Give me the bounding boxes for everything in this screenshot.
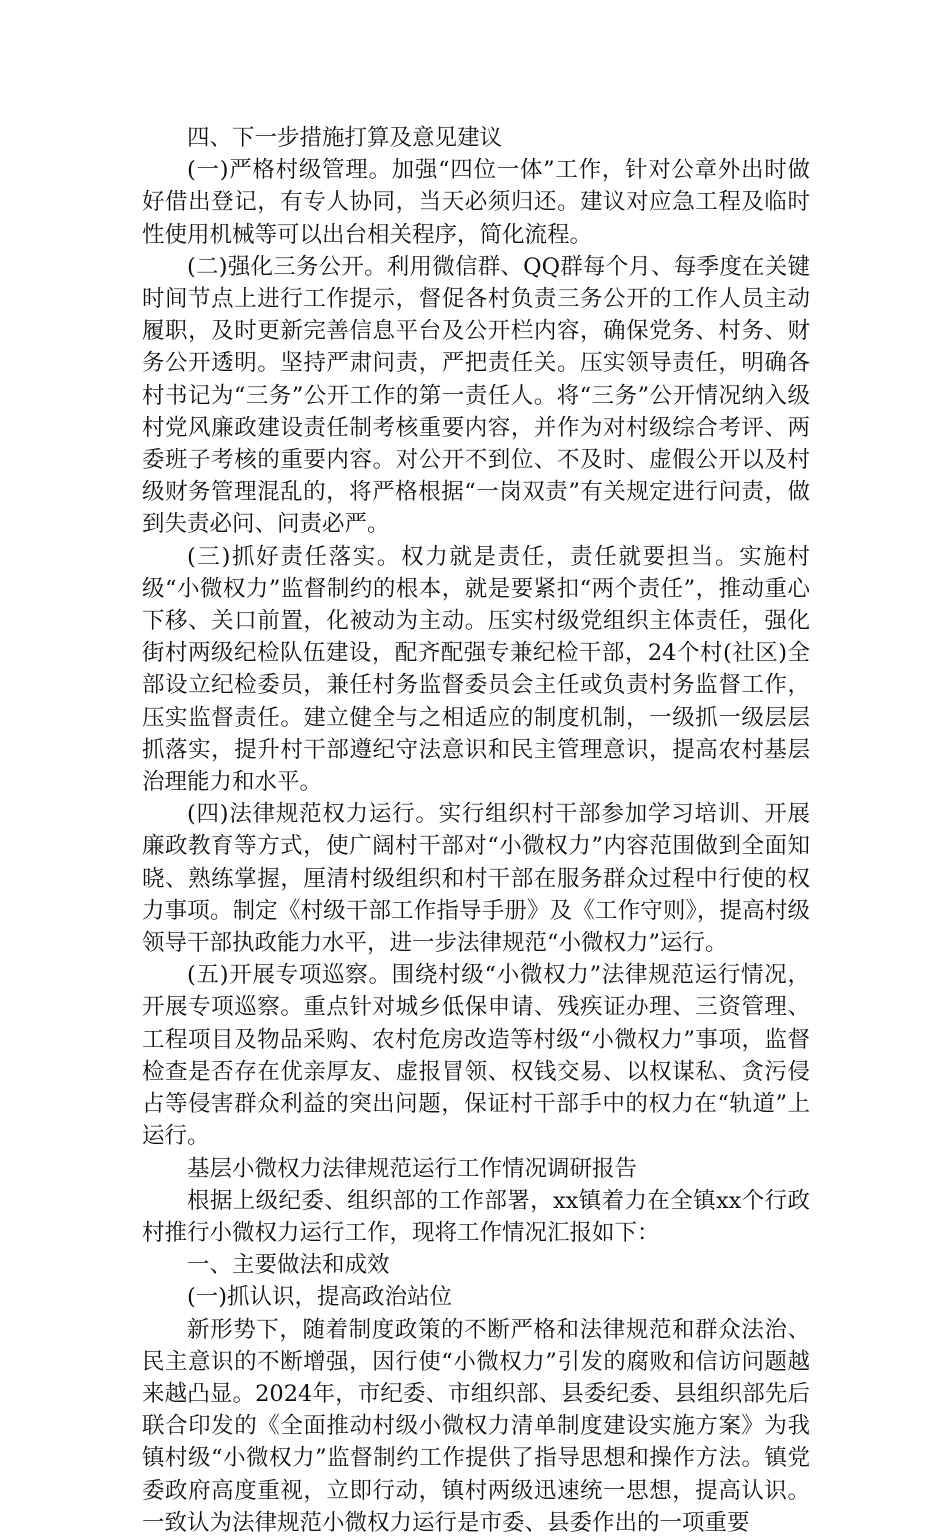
report-title: 基层小微权力法律规范运行工作情况调研报告	[187, 1155, 638, 1182]
section-heading-next-steps: 四、下一步措施打算及意见建议	[187, 125, 503, 151]
paragraph-three-affairs-openness: (二)强化三务公开。利用微信群、QQ群每个月、每季度在关键时间节点上进行工作提示，督促各村负责三务公开的工作人员主动履职，及时更新完善信息平台及公开栏内容，确保党务、村务、财务公开透明。坚持严肃问责，严把责任关。压实领导责任，明确各村书记为“三务”公开工作的第一责任人。将“三务”公开情况纳入级村党风廉政建设责任制考核重要内容，并作为对村级综合考评、两委班子考核的重要内容。对公开不到位、不及时、虚假公开以及村级财务管理混乱的，将严格根据“一岗双责”有关规定进行问责，做到失责必问、问责必严。	[142, 253, 810, 538]
paragraph-responsibility-implementation: (三)抓好责任落实。权力就是责任，责任就要担当。实施村级“小微权力”监督制约的根本，就是要紧扣“两个责任”，推动重心下移、关口前置，化被动为主动。压实村级党组织主体责任，强化街村两级纪检队伍建设，配齐配强专兼纪检干部，24个村(社区)全部设立纪检委员，兼任村务监督委员会主任或负责村务监督工作，压实监督责任。建立健全与之相适应的制度机制，一级抓一级层层抓落实，提升村干部遵纪守法意识和民主管理意识，提高农村基层治理能力和水平。	[142, 543, 810, 796]
paragraph-new-situation: 新形势下，随着制度政策的不断严格和法律规范和群众法治、民主意识的不断增强，因行使“小微权力”引发的腐败和信访问题越来越凸显。2024年，市纪委、市组织部、县委纪委、县组织部先后联合印发的《全面推动村级小微权力清单制度建设实施方案》为我镇村级“小微权力”监督制约工作提供了指导思想和操作方法。镇党委政府高度重视，立即行动，镇村两级迅速统一思想，提高认识。一致认为法律规范小微权力运行是市委、县委作出的一项重要	[142, 1316, 810, 1536]
document-body	[142, 122, 810, 1539]
paragraph-special-inspection: (五)开展专项巡察。围绕村级“小微权力”法律规范运行情况，开展专项巡察。重点针对城乡低保申请、残疾证办理、三资管理、工程项目及物品采购、农村危房改造等村级“小微权力”事项，监督检查是否存在优亲厚友、虚报冒领、权钱交易、以权谋私、贪污侵占等侵害群众利益的突出问题，保证村干部手中的权力在“轨道”上运行。	[142, 962, 810, 1150]
paragraph-strict-village-management: (一)严格村级管理。加强“四位一体”工作，针对公章外出时做好借出登记，有专人协同，当天必须归还。建议对应急工程及临时性使用机械等可以出台相关程序，简化流程。	[142, 157, 810, 248]
section-heading-main-practices: 一、主要做法和成效	[187, 1252, 390, 1279]
subheading-awareness: (一)抓认识，提高政治站位	[187, 1284, 453, 1311]
paragraph-intro: 根据上级纪委、组织部的工作部署，xx镇着力在全镇xx个行政村推行小微权力运行工作，现将工作情况汇报如下：	[142, 1187, 810, 1246]
paragraph-legal-power-operation: (四)法律规范权力运行。实行组织村干部参加学习培训、开展廉政教育等方式，使广阔村干部对“小微权力”内容范围做到全面知晓、熟练掌握，厘清村级组织和村干部在服务群众过程中行使的权力事项。制定《村级干部工作指导手册》及《工作守则》，提高村级领导干部执政能力水平，进一步法律规范“小微权力”运行。	[142, 801, 810, 957]
